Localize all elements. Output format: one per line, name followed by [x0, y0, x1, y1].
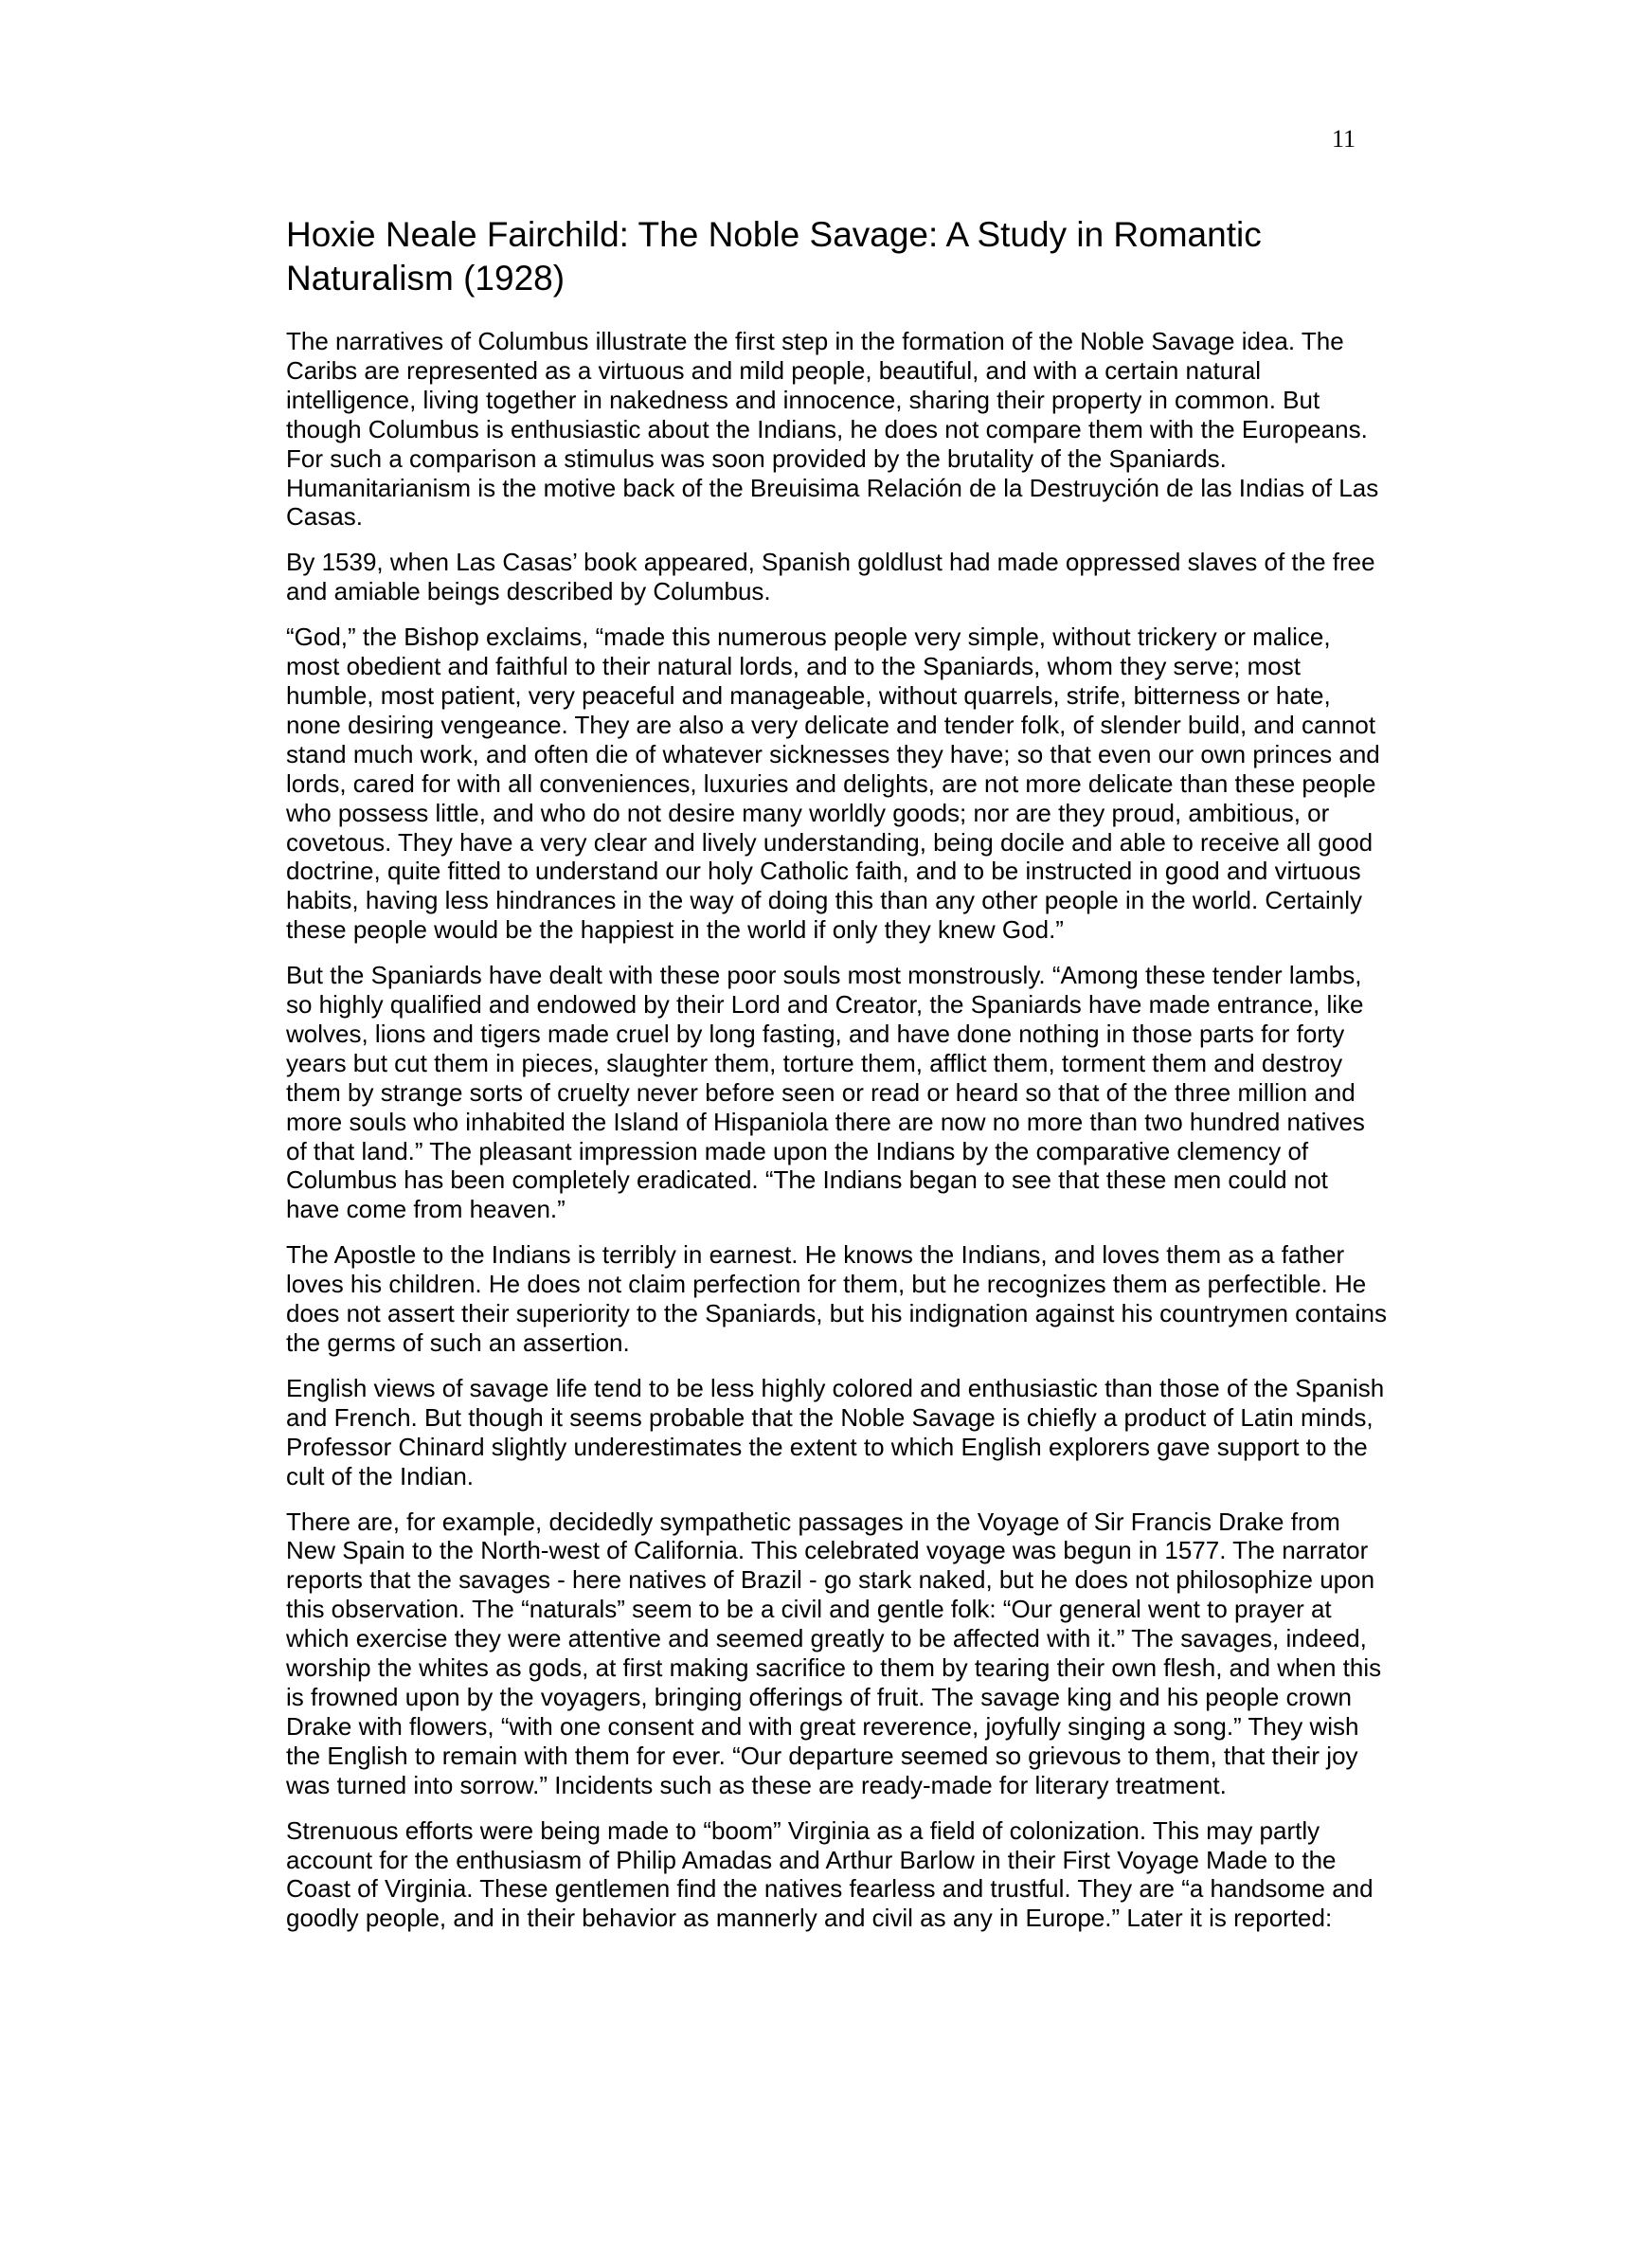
page-number: 11 — [1331, 125, 1356, 153]
paragraph-las-casas-book: By 1539, when Las Casas’ book appeared, Spanish goldlust had made oppressed slaves of the free and amiable beings described by Columbus. — [286, 548, 1375, 606]
paragraph-bishop-quote: “God,” the Bishop exclaims, “made this numerous people very simple, without trickery or malice, most obedient and faithful to their natural lords, and to the Spaniards, whom they serve; most humble, most patient, very peaceful and manageable, without quarrels, strife, bitterness or hate, none desiring vengeance. They are also a very delicate and tender folk, of slender build, and cannot stand much work, and often die of whatever sicknesses they have; so that even our own princes and lords, cared for with all conveniences, luxuries and delights, are not more delicate than these people who possess little, and who do not desire many worldly goods; nor are they proud, ambitious, or covetous. They have a very clear and lively understanding, being docile and able to receive all good doctrine, quite fitted to understand our holy Catholic faith, and to be instructed in good and virtuous habits, having less hindrances in the way of doing this than any other people in the world. Certainly these people would be the happiest in the world if only they knew God.” — [286, 623, 1380, 945]
document-title: Hoxie Neale Fairchild: The Noble Savage: A Study in Romantic Naturalism (1928) — [286, 215, 1262, 298]
paragraph-english-views: English views of savage life tend to be less highly colored and enthusiastic than those of the Spanish and French. But though it seems probable that the Noble Savage is chiefly a product of Latin minds, Professor Chinard slightly underestimates the extent to which English explorers gave support to the cult of the Indian. — [286, 1373, 1385, 1490]
paragraph-spaniards-cruelty: But the Spaniards have dealt with these poor souls most monstrously. “Among these tender lambs, so highly qualified and endowed by their Lord and Creator, the Spaniards have made entrance, like wolves, lions and tigers made cruel by long fasting, and have done nothing in those parts for forty years but cut them in pieces, slaughter them, torture them, afflict them, torment them and destroy them by strange sorts of cruelty never before seen or read or heard so that of the three million and more souls who inhabited the Island of Hispaniola there are now no more than two hundred natives of that land.” The pleasant impression made upon the Indians by the comparative clemency of Columbus has been completely eradicated. “The Indians began to see that these men could not have come from heaven.” — [286, 961, 1365, 1224]
paragraph-drake-voyage: There are, for example, decidedly sympathetic passages in the Voyage of Sir Francis Drake from New Spain to the North-west of California. This celebrated voyage was begun in 1577. The narrator reports that the savages - here natives of Brazil - go stark naked, but he does not philosophize upon this observation. The “naturals” seem to be a civil and gentle folk: “Our general went to prayer at which exercise they were attentive and seemed greatly to be affected with it.” The savages, indeed, worship the whites as gods, at first making sacrifice to them by tearing their own flesh, and when this is frowned upon by the voyagers, bringing offerings of fruit. The savage king and his people crown Drake with flowers, “with one consent and with great reverence, joyfully singing a song.” They wish the English to remain with them for ever. “Our departure seemed so grievous to them, that their joy was turned into sorrow.” Incidents such as these are ready-made for literary treatment. — [286, 1507, 1382, 1799]
paragraph-apostle-to-indians: The Apostle to the Indians is terribly in earnest. He knows the Indians, and loves them as a father loves his children. He does not claim perfection for them, but he recognizes them as perfectible. He does not assert their superiority to the Spaniards, but his indignation against his countrymen contains the germs of such an assertion. — [286, 1240, 1388, 1357]
document-body — [286, 213, 1387, 1949]
paragraph-virginia-colonization: Strenuous efforts were being made to “boom” Virginia as a field of colonization. This may partly account for the enthusiasm of Philip Amadas and Arthur Barlow in their First Voyage Made to the Coast of Virginia. These gentlemen find the natives fearless and trustful. They are “a handsome and goodly people, and in their behavior as mannerly and civil as any in Europe.” Later it is reported: — [286, 1815, 1374, 1933]
paragraph-columbus-narratives: The narratives of Columbus illustrate the first step in the formation of the Noble Savage idea. The Caribs are represented as a virtuous and mild people, beautiful, and with a certain natural intelligence, living together in nakedness and innocence, sharing their property in common. But though Columbus is enthusiastic about the Indians, he does not compare them with the Europeans. For such a comparison a stimulus was soon provided by the brutality of the Spaniards. Humanitarianism is the motive back of the Breuisima Relación de la Destruyción de las Indias of Las Casas. — [286, 327, 1379, 532]
